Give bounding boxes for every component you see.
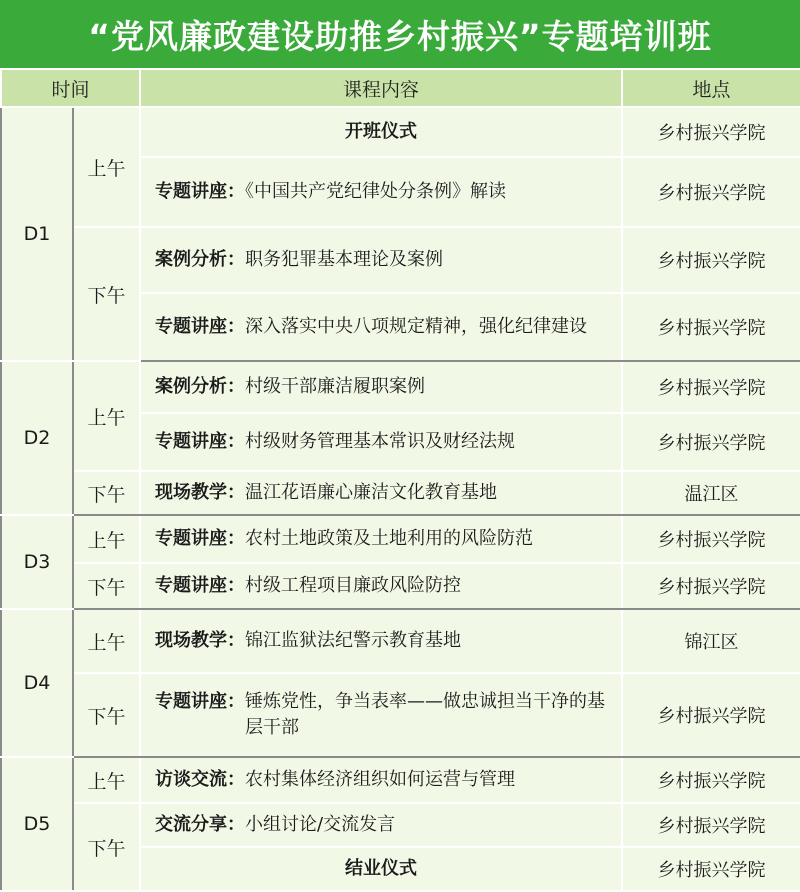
place-cell: 乡村振兴学院	[622, 413, 800, 471]
course-text: 开班仪式	[345, 121, 418, 142]
page-title: “党风廉政建设助推乡村振兴”专题培训班	[0, 0, 800, 68]
table-row	[1, 515, 800, 563]
course-text: 锤炼党性，争当表率——做忠诚担当干净的基层干部	[245, 691, 606, 738]
place-cell: 锦江区	[622, 609, 800, 673]
course-cell	[140, 361, 622, 413]
table-row	[1, 673, 800, 757]
course-cell	[140, 609, 622, 673]
half-day-cell: 上午	[73, 107, 140, 227]
course-text: 结业仪式	[345, 858, 418, 879]
place-cell: 乡村振兴学院	[622, 361, 800, 413]
day-cell: D4	[1, 609, 73, 757]
place-cell: 乡村振兴学院	[622, 847, 800, 891]
course-type: 现场教学：	[155, 482, 246, 503]
course-cell	[140, 673, 622, 757]
course-cell	[140, 227, 622, 293]
place-cell: 乡村振兴学院	[622, 757, 800, 803]
day-cell: D3	[1, 515, 73, 609]
course-cell	[140, 515, 622, 563]
course-text: 农村土地政策及土地利用的风险防范	[245, 528, 534, 549]
table-row	[1, 361, 800, 413]
course-text: 小组讨论/交流发言	[245, 814, 396, 835]
day-cell: D1	[1, 107, 73, 361]
course-type: 访谈交流：	[155, 769, 246, 790]
place-cell: 温江区	[622, 471, 800, 515]
half-day-cell: 下午	[73, 803, 140, 891]
course-type: 案例分析：	[155, 249, 246, 270]
place-cell: 乡村振兴学院	[622, 515, 800, 563]
course-text: 职务犯罪基本理论及案例	[245, 249, 444, 270]
course-text: 温江花语廉心廉洁文化教育基地	[245, 482, 498, 503]
header-place: 地点	[622, 69, 800, 107]
course-type: 专题讲座：	[155, 528, 246, 549]
course-text: 村级财务管理基本常识及财经法规	[245, 431, 516, 452]
table-row	[1, 757, 800, 803]
table-row	[1, 563, 800, 609]
course-type: 现场教学：	[155, 630, 246, 651]
course-text: 村级干部廉洁履职案例	[245, 376, 426, 397]
place-cell: 乡村振兴学院	[622, 293, 800, 361]
table-row	[1, 107, 800, 157]
place-cell: 乡村振兴学院	[622, 673, 800, 757]
course-cell	[140, 563, 622, 609]
table-row	[1, 803, 800, 847]
course-cell	[140, 803, 622, 847]
header-course: 课程内容	[140, 69, 622, 107]
half-day-cell: 下午	[73, 471, 140, 515]
header-row	[1, 69, 800, 107]
course-text: 农村集体经济组织如何运营与管理	[245, 769, 516, 790]
half-day-cell: 上午	[73, 757, 140, 803]
course-text: 深入落实中央八项规定精神，强化纪律建设	[245, 316, 588, 337]
table-row	[1, 227, 800, 293]
course-cell	[140, 413, 622, 471]
half-day-cell: 上午	[73, 361, 140, 471]
course-cell	[140, 107, 622, 157]
half-day-cell: 下午	[73, 227, 140, 361]
place-cell: 乡村振兴学院	[622, 803, 800, 847]
course-type: 专题讲座：	[155, 316, 246, 337]
place-cell: 乡村振兴学院	[622, 107, 800, 157]
header-time: 时间	[1, 69, 140, 107]
half-day-cell: 下午	[73, 673, 140, 757]
schedule-table	[0, 68, 800, 892]
course-cell	[140, 293, 622, 361]
place-cell: 乡村振兴学院	[622, 563, 800, 609]
course-text: 锦江监狱法纪警示教育基地	[245, 630, 462, 651]
course-cell	[140, 471, 622, 515]
course-type: 专题讲座：	[155, 691, 246, 712]
course-cell	[140, 157, 622, 227]
place-cell: 乡村振兴学院	[622, 157, 800, 227]
half-day-cell: 下午	[73, 563, 140, 609]
table-row	[1, 471, 800, 515]
course-text: 《中国共产党纪律处分条例》解读	[245, 181, 507, 202]
half-day-cell: 上午	[73, 609, 140, 673]
course-type: 专题讲座：	[155, 181, 246, 202]
day-cell: D5	[1, 757, 73, 891]
day-cell: D2	[1, 361, 73, 515]
table-row	[1, 609, 800, 673]
half-day-cell: 上午	[73, 515, 140, 563]
course-type: 专题讲座：	[155, 431, 246, 452]
course-type: 专题讲座：	[155, 575, 246, 596]
course-type: 案例分析：	[155, 376, 246, 397]
course-text: 村级工程项目廉政风险防控	[245, 575, 462, 596]
place-cell: 乡村振兴学院	[622, 227, 800, 293]
course-cell	[140, 757, 622, 803]
course-type: 交流分享：	[155, 814, 246, 835]
course-cell	[140, 847, 622, 891]
